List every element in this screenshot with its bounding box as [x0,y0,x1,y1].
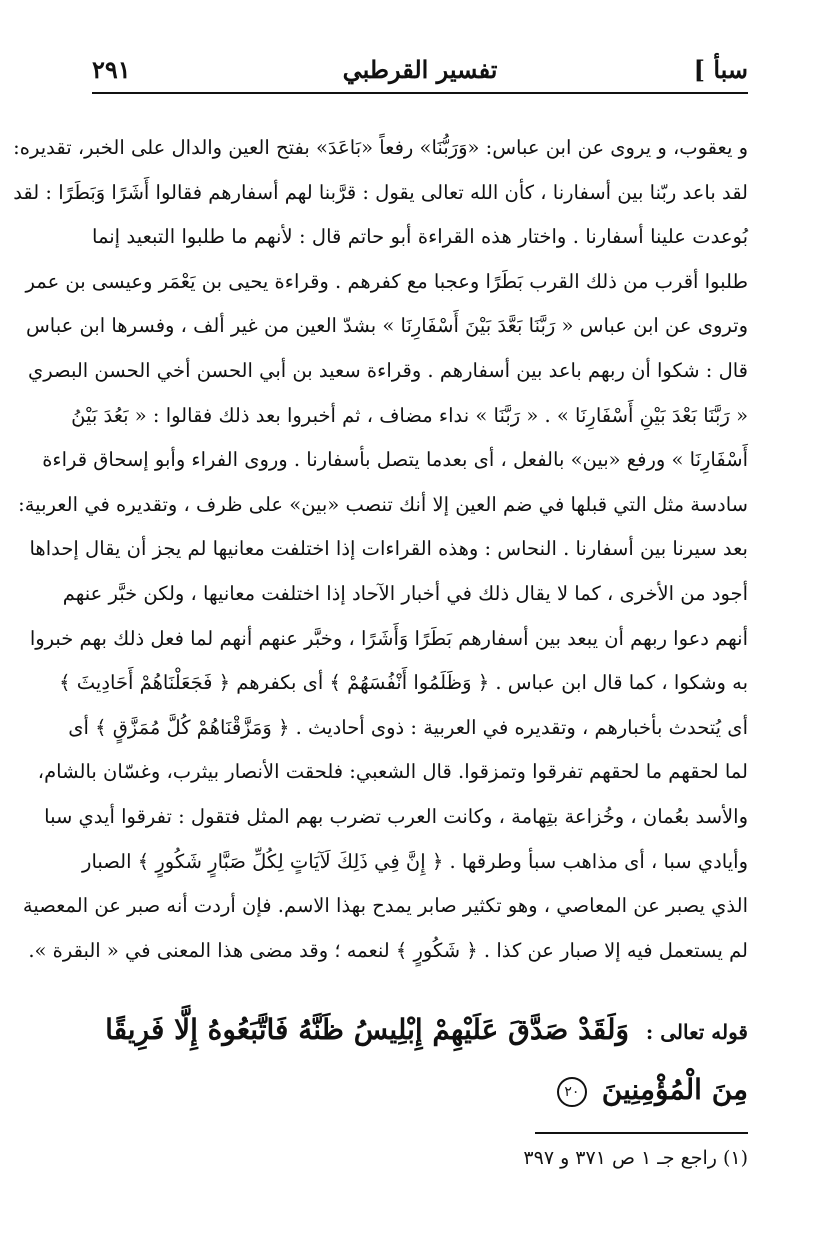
text-line: لقد باعد ربّنا بين أسفارنا ، كأن الله تعالى يقول : قرَّبنا لهم أسفارهم فقالوا أَشَرًا وَبَطَرًا : لقد [13,180,748,204]
text-line: أى يُتحدث بأخبارهم ، وتقديره في العربية : ذوى أحاديث . ﴿ وَمَزَّقْنَاهُمْ كُلَّ مُمَزَّقٍ ﴾ أى [68,715,748,739]
text-line: الذي يصبر عن المعاصي ، وهو تكثير صابر يمدح بهذا الاسم. فإن أردت أنه صبر عن المعصية [22,894,748,918]
verse-number: ٢٠ [557,1077,587,1107]
verse-line-1 [92,1000,748,1060]
commentary-text [13,126,748,973]
text-line: سادسة مثل التي قبلها في ضم العين إلا أنك تنصب «بين» على ظرف ، وتقديره في العربية: [18,492,748,516]
text-line: بعد سيرنا بين أسفارنا . النحاس : وهذه القراءات إذا اختلفت معانيها لم يجز أن يقال إحداها [29,537,748,561]
verse-intro: قوله تعالى : [645,1020,748,1044]
verse-line-2 [92,1060,748,1120]
text-line: لما لحقهم ما لحقهم تفرقوا وتمزقوا. قال الشعبي: فلحقت الأنصار بيثرب، وغسّان بالشام، [37,760,748,784]
quran-verse [92,1000,748,1120]
page-header [92,46,748,94]
text-line: طلبوا أقرب من ذلك القرب بَطَرًا وعجبا مع كفرهم . وقراءة يحيى بن يَعْمَر وعيسى بن عمر [25,269,748,293]
book-title: تفسير القرطبي [342,54,498,84]
text-line: أَسْفَارِنَا » ورفع «بين» بالفعل ، أى بعدما يتصل بأسفارنا . وروى الفراء وأبو إسحاق قراءة [42,448,748,472]
text-line: والأسد بعُمان ، وخُزاعة بتِهامة ، وكانت العرب تضرب بهم المثل فتقول : تفرقوا أيدي سبا [44,804,748,828]
verse-text-2: مِنَ الْمُؤْمِنِينَ [601,1073,748,1106]
text-line: و يعقوب، و يروى عن ابن عباس: «وَرَبُّنَا» رفعاً «بَاعَدَ» بفتح العين والدال على الخبر، تقديره: [13,136,748,159]
footnote-divider [535,1132,748,1134]
text-line: أجود من الأخرى ، كما لا يقال ذلك في أخبار الآحاد إذا اختلفت معانيها ، ولكن خبَّر عنهم [62,581,748,605]
text-line: لم يستعمل فيه إلا صبار عن كذا . ﴿ شَكُورٍ ﴾ لنعمه ؛ وقد مضى هذا المعنى في « البقرة ». [28,938,748,962]
page-number: ٢٩١ [92,54,131,84]
text-line: « رَبَّنَا بَعْدَ بَيْنِ أَسْفَارِنَا » . « رَبَّنَا » نداء مضاف ، ثم أخبروا بعد ذلك فقالوا : « بَعُدَ بَيْنُ [71,403,748,427]
text-line: قال : شكوا أن ربهم باعد بين أسفارهم . وقراءة سعيد بن أبي الحسن أخي الحسن البصري [28,358,748,382]
text-line: أنهم دعوا ربهم أن يبعد بين أسفارهم بَطَرًا وَأَشَرًا ، وخبَّر عنهم أنهم لما فعل ذلك بهم خبروا [29,626,748,650]
text-line: وأيادي سبا ، أى مذاهب سبأ وطرقها . ﴿ إِنَّ فِي ذَلِكَ لَآيَاتٍ لِكُلِّ صَبَّارٍ شَكُورٍ ﴾ الصبار [82,849,748,873]
verse-text-1: وَلَقَدْ صَدَّقَ عَلَيْهِمْ إِبْلِيسُ ظَنَّهُ فَاتَّبَعُوهُ إِلَّا فَرِيقًا [105,1013,629,1046]
footnote: (١) راجع جـ ١ ص ٣٧١ و ٣٩٧ [523,1147,748,1169]
sura-name: سبأ ] [693,54,748,84]
text-line: به وشكوا ، كما قال ابن عباس . ﴿ وَظَلَمُوا أَنْفُسَهُمْ ﴾ أى بكفرهم ﴿ فَجَعَلْنَاهُمْ أَحَادِيثَ ﴾ [59,671,748,695]
text-line: وتروى عن ابن عباس « رَبَّنَا بَعَّدَ بَيْنَ أَسْفَارِنَا » بشدّ العين من غير ألف ، وفسرها ابن عباس [26,314,748,338]
text-line: بُوعدت علينا أسفارنا . واختار هذه القراءة أبو حاتم قال : لأنهم ما طلبوا التبعيد إنما [92,225,748,249]
